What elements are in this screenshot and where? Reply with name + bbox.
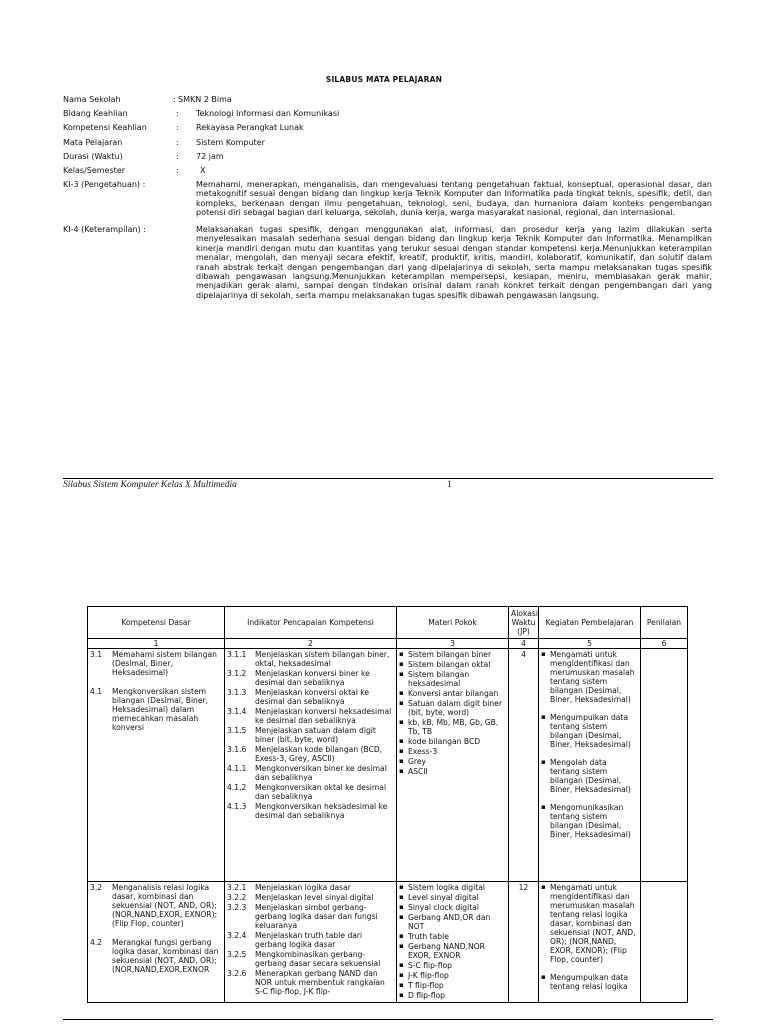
kd-number: 3.1: [90, 650, 103, 659]
kegiatan-cell: [539, 649, 641, 882]
indicator-item: [227, 969, 394, 996]
materi-item: ▪ Gerbang NAND,NOR EXOR, EXNOR: [408, 942, 506, 960]
indicator-number: 3.1.6: [227, 745, 247, 754]
indicator-number: 4.1.2: [227, 783, 247, 792]
materi-item: ▪ T flip-flop: [408, 981, 506, 990]
kegiatan-item: ▪ Mengamati untuk mengidentifikasi dan merumuskan masalah tentang sistem bilangan (Desimal, Biner, Heksadesimal): [550, 650, 638, 704]
meta-label: Bidang Keahlian: [63, 109, 128, 119]
indicator-text: Menjelaskan konversi heksadesimal ke desimal dan sebaliknya: [255, 707, 392, 725]
meta-value: 72 jam: [196, 151, 224, 161]
indicator-number: 3.1.1: [227, 650, 247, 659]
materi-item: ▪ Gerbang AND,OR dan NOT: [408, 913, 506, 931]
ki3-label: KI-3 (Pengetahuan) :: [63, 180, 146, 189]
kegiatan-cell: [539, 882, 641, 1003]
kd-item: [90, 650, 222, 677]
indicator-text: Menjelaskan level sinyal digital: [255, 893, 374, 902]
footer-title: Silabus Sistem Komputer Kelas X Multimedia: [63, 480, 237, 490]
materi-item: ▪ S-C flip-flop: [408, 961, 506, 970]
col-header: Penilaian: [641, 607, 688, 639]
indicator-item: [227, 950, 394, 968]
meta-colon: :: [176, 123, 179, 133]
indicator-number: 3.1.2: [227, 669, 247, 678]
indicator-item: [227, 903, 394, 930]
col-header: Materi Pokok: [397, 607, 509, 639]
kd-item: [90, 938, 222, 974]
materi-item: ▪ kb, kB, Mb, MB, Gb, GB, Tb, TB: [408, 718, 506, 736]
materi-cell: [397, 882, 509, 1003]
indicator-text: Menerapkan gerbang NAND dan NOR untuk membentuk rangkaian S-C flip-flop, J-K flip-: [255, 969, 385, 996]
meta-label: Kompetensi Keahlian: [63, 123, 147, 133]
indicator-text: Mengkombinasikan gerbang-gerbang dasar secara sekuensial: [255, 950, 381, 968]
indicator-item: [227, 745, 394, 763]
meta-colon: :: [176, 151, 179, 161]
col-header: Kegiatan Pembelajaran: [539, 607, 641, 639]
materi-item: ▪ Sistem bilangan biner: [408, 650, 506, 659]
indicator-number: 3.2.6: [227, 969, 247, 978]
document-title: SILABUS MATA PELAJARAN: [325, 75, 443, 84]
materi-item: ▪ Sistem bilangan heksadesimal: [408, 670, 506, 688]
page-number: 1: [447, 480, 452, 490]
kd-cell: [88, 649, 225, 882]
indicator-cell: [225, 882, 397, 1003]
indicator-item: [227, 669, 394, 687]
indicator-item: [227, 802, 394, 820]
indicator-text: Mengkonversikan oktal ke desimal dan sebaliknya: [255, 783, 387, 801]
kd-text: Menganalisis relasi logika dasar, kombinasi dan sekuensial (NOT, AND, OR); (NOR,NAND,EXOR, EXNOR); (Flip Flop, counter): [112, 883, 218, 928]
indicator-item: [227, 726, 394, 744]
indicator-item: [227, 688, 394, 706]
indicator-number: 3.2.3: [227, 903, 247, 912]
materi-item: ▪ Truth table: [408, 932, 506, 941]
alokasi-cell: 12: [509, 882, 539, 1003]
indicator-text: Mengkonversikan heksadesimal ke desimal dan sebaliknya: [255, 802, 388, 820]
materi-item: ▪ Sinyal clock digital: [408, 903, 506, 912]
materi-item: ▪ Konversi antar bilangan: [408, 689, 506, 698]
table-header-row: [88, 607, 688, 639]
kegiatan-item: ▪ Mengumpulkan data tentang sistem bilangan (Desimal, Biner, Heksadesimal): [550, 713, 638, 749]
indicator-number: 3.2.2: [227, 893, 247, 902]
col-header: Kompetensi Dasar: [88, 607, 225, 639]
indicator-text: Menjelaskan konversi biner ke desimal dan sebaliknya: [255, 669, 370, 687]
syllabus-table: [87, 606, 688, 1003]
kegiatan-item: ▪ Mengomunikasikan tentang sistem bilangan (Desimal, Biner, Heksadesimal): [550, 803, 638, 839]
indicator-number: 3.2.1: [227, 883, 247, 892]
indicator-text: Menjelaskan konversi oktal ke desimal dan sebaliknya: [255, 688, 370, 706]
meta-colon: :: [173, 95, 176, 104]
meta-label: Durasi (Waktu): [63, 151, 123, 161]
indicator-number: 3.1.3: [227, 688, 247, 697]
indicator-text: Menjelaskan sistem bilangan biner, oktal, heksadesimal: [255, 650, 390, 668]
indicator-text: Menjelaskan simbol gerbang-gerbang logika dasar dan fungsi keluaranya: [255, 903, 378, 930]
kd-text: Merangkai fungsi gerbang logika dasar, kombinasi dan sekuensial (NOT, AND, OR); (NOR,NAND,EXOR,EXNOR: [112, 938, 219, 974]
ki3-text: Memahami, menerapkan, menganalisis, dan mengevaluasi tentang pengetahuan faktual, konseptual, operasional dasar, dan metakognitif sesuai dengan bidang dan lingkup kerja Teknik Komputer dan Informatika pada tingkat teknis, spesifik, detil, dan kompleks, berkenaan dengan ilmu pengetahuan, teknologi, seni, budaya, dan humaniora dalam konteks pengembangan potensi diri sebagai bagian dari keluarga, sekolah, dunia kerja, warga masyarakat nasional, regional, dan internasional.: [196, 180, 712, 218]
materi-item: ▪ kode bilangan BCD: [408, 737, 506, 746]
meta-colon: :: [176, 137, 179, 147]
table-row: [88, 882, 688, 1003]
meta-value: Sistem Komputer: [196, 137, 265, 147]
materi-cell: [397, 649, 509, 882]
indicator-item: [227, 764, 394, 782]
kegiatan-item: ▪ Mengumpulkan data tentang relasi logika: [550, 973, 638, 991]
materi-item: ▪ Satuan dalam digit biner (bit, byte, word): [408, 699, 506, 717]
indicator-number: 3.1.4: [227, 707, 247, 716]
ki4-label: KI-4 (Keterampilan) :: [63, 225, 146, 234]
materi-item: ▪ Grey: [408, 757, 506, 766]
indicator-item: [227, 893, 394, 902]
materi-item: ▪ D flip-flop: [408, 991, 506, 1000]
indicator-text: Menjelaskan truth table dari gerbang logika dasar: [255, 931, 363, 949]
materi-item: ▪ J-K flip-flop: [408, 971, 506, 980]
indicator-number: 3.1.5: [227, 726, 247, 735]
indicator-number: 3.2.4: [227, 931, 247, 940]
materi-item: ▪ Exess-3: [408, 747, 506, 756]
kegiatan-item: ▪ Mengamati untuk mengidentifikasi dan merumuskan masalah tentang relasi logika dasar, kombinasi dan sekuensial (NOT, AND, OR); (NOR,NAND, EXOR, EXNOR); (Flip Flop, counter): [550, 883, 638, 964]
indicator-item: [227, 883, 394, 892]
indicator-number: 4.1.1: [227, 764, 247, 773]
penilaian-cell: [641, 882, 688, 1003]
ki4-text: Melaksanakan tugas spesifik, dengan menggunakan alat, informasi, dan prosedur kerja yang lazim dilakukan serta menyelesaikan masalah sederhana sesuai dengan bidang dan lingkup kerja Teknik Komputer dan Informatika. Menampilkan kinerja mandiri dengan mutu dan kuantitas yang terukur sesuai dengan standar kompetensi kerja.Menunjukkan keterampilan menalar, mengolah, dan menyaji secara efektif, kreatif, produktif, kritis, mandiri, kolaboratif, komunikatif, dan solutif dalam ranah abstrak terkait dengan pengembangan dari yang dipelajarinya di sekolah, serta mampu melaksanakan tugas spesifik dibawah pengawasan langsung.Menunjukkan keterampilan mempersepsi, kesiapan, meniru, membiasakan gerak mahir, menjadikan gerak alami, sampai dengan tindakan orisinal dalam ranah konkret terkait dengan pengembangan dari yang dipelajarinya di sekolah, serta mampu melaksanakan tugas spesifik dibawah pengawasan langsung.: [196, 225, 712, 300]
meta-colon: :: [176, 109, 179, 119]
kegiatan-item: ▪ Mengolah data tentang sistem bilangan (Desimal, Biner, Heksadesimal): [550, 758, 638, 794]
kd-item: [90, 687, 222, 732]
indicator-text: Mengkonversikan biner ke desimal dan sebaliknya: [255, 764, 387, 782]
materi-item: ▪ ASCII: [408, 767, 506, 776]
materi-item: ▪ Sistem bilangan oktal: [408, 660, 506, 669]
meta-value: Rekayasa Perangkat Lunak: [196, 123, 304, 133]
penilaian-cell: [641, 649, 688, 882]
footer-divider: [63, 478, 713, 479]
meta-label: Kelas/Semester: [63, 166, 125, 175]
meta-value: Teknologi Informasi dan Komunikasi: [196, 109, 340, 119]
indicator-item: [227, 650, 394, 668]
bottom-divider: [63, 1019, 713, 1020]
column-number-row: [88, 639, 688, 649]
table-row: [88, 649, 688, 882]
indicator-item: [227, 707, 394, 725]
kd-item: [90, 883, 222, 928]
col-header: Alokasi Waktu (JP): [509, 607, 539, 639]
indicator-number: 3.2.5: [227, 950, 247, 959]
meta-value: SMKN 2 Bima: [178, 95, 232, 104]
meta-label: Mata Pelajaran: [63, 137, 123, 147]
kd-number: 4.1: [90, 687, 103, 696]
col-number: 3: [397, 639, 509, 649]
col-header: Indikator Pencapaian Kompetensi: [225, 607, 397, 639]
meta-label: Nama Sekolah: [63, 95, 121, 104]
kd-text: Mengkonversikan sistem bilangan (Desimal, Biner, Heksadesimal) dalam memecahkan masalah konversi: [112, 687, 209, 732]
col-number: 1: [88, 639, 225, 649]
kd-number: 4.2: [90, 938, 103, 947]
indicator-cell: [225, 649, 397, 882]
indicator-text: Menjelaskan kode bilangan (BCD, Exess-3, Grey, ASCII): [255, 745, 383, 763]
kd-number: 3.2: [90, 883, 103, 892]
alokasi-cell: 4: [509, 649, 539, 882]
indicator-text: Menjelaskan logika dasar: [255, 883, 351, 892]
meta-value: X: [200, 166, 206, 175]
materi-item: ▪ Sistem logika digital: [408, 883, 506, 892]
col-number: 6: [641, 639, 688, 649]
col-number: 2: [225, 639, 397, 649]
indicator-text: Menjelaskan satuan dalam digit biner (bit, byte, word): [255, 726, 376, 744]
col-number: 4: [509, 639, 539, 649]
meta-colon: :: [176, 166, 179, 175]
kd-text: Memahami sistem bilangan (Desimal, Biner, Heksadesimal): [112, 650, 217, 677]
indicator-item: [227, 783, 394, 801]
indicator-number: 4.1.3: [227, 802, 247, 811]
indicator-item: [227, 931, 394, 949]
kd-cell: [88, 882, 225, 1003]
materi-item: ▪ Level sinyal digital: [408, 893, 506, 902]
col-number: 5: [539, 639, 641, 649]
